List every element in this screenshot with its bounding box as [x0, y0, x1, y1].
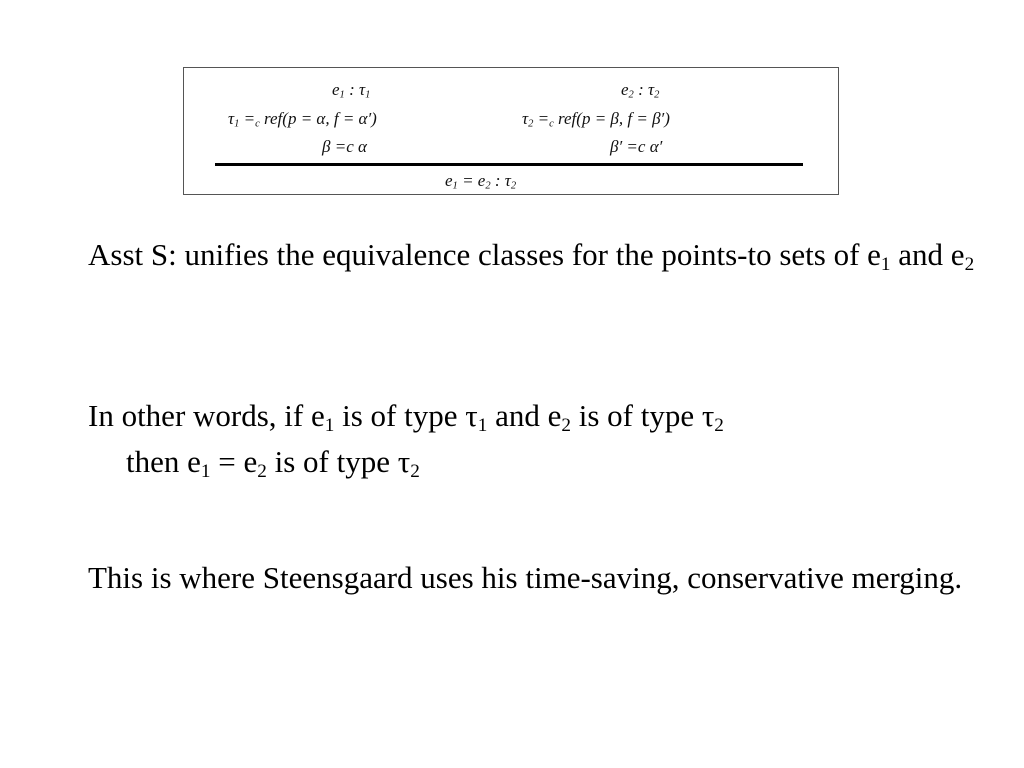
typing-rule-figure [183, 67, 839, 195]
rule-conclusion: $e_1 = e_2$ : $\tau_2$ [445, 171, 517, 192]
premise-right-equivalence: β′ =c α′ [610, 137, 663, 156]
premise-left-ref-equation: $\tau_1 =_c$ ref(p = α, f = α′) [228, 109, 377, 130]
paragraph-steensgaard: This is where Steensgaard uses his time-saving, conservative merging. [88, 560, 963, 595]
premise-right-judgment: $e_2$ : $\tau_2$ [621, 80, 660, 101]
premise-left-judgment: $e_1$ : $\tau_1$ [332, 80, 371, 101]
paragraph-in-other-words: In other words, if $e_1$ is of type $\tau_1$ and $e_2$ is of type $\tau_2$ then $e_1 = e_2$ is of type $\tau_2$ [88, 398, 724, 482]
paragraph-asst-s: Asst S: unifies the equivalence classes for the points-to sets of $e_1$ and $e_2$ [88, 237, 975, 275]
premise-left-equivalence: β =c α [322, 137, 367, 156]
inference-bar [215, 163, 803, 166]
premise-right-ref-equation: $\tau_2 =_c$ ref(p = β, f = β′) [522, 109, 670, 130]
